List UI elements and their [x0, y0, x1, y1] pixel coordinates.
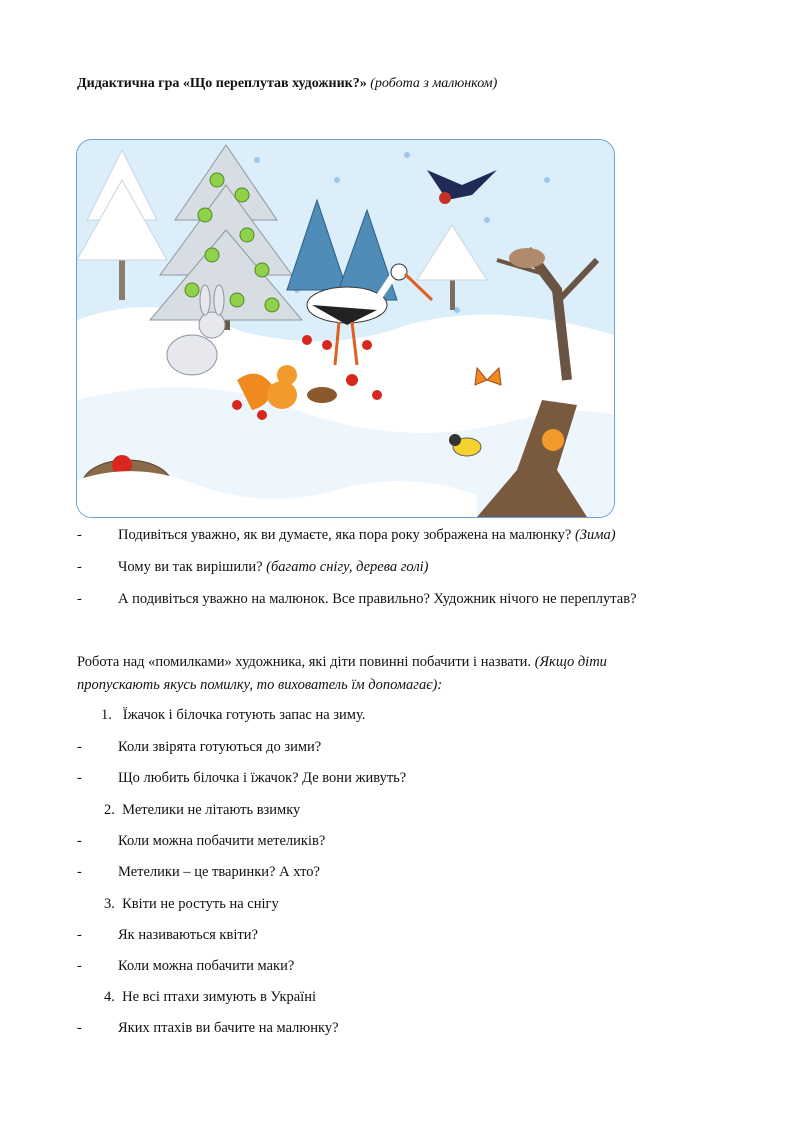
intro-line-2: [77, 677, 442, 694]
mistake-item: [104, 802, 300, 819]
question-line: [118, 559, 429, 576]
mistake-question: Як називаються квіти?: [118, 927, 258, 943]
mistake-item: [104, 989, 316, 1006]
title-bold: Дидактична гра «Що переплутав художник?»: [77, 76, 367, 91]
title-italic: (робота з малюнком): [370, 76, 498, 91]
bullet-dash: -: [77, 927, 82, 943]
winter-scene-svg: [77, 140, 614, 517]
bullet-dash: -: [77, 559, 82, 575]
mistake-item: [101, 707, 365, 724]
bullet-dash: -: [77, 864, 82, 880]
bullet-dash: -: [77, 739, 82, 755]
question-text: Подивіться уважно, як ви думаєте, яка пора року зображена на малюнку?: [118, 527, 572, 543]
question-line: [118, 591, 637, 608]
intro-plain: Робота над «помилками» художника, які діти повинні побачити і назвати.: [77, 654, 532, 670]
bullet-dash: -: [77, 833, 82, 849]
mistake-number: 4.: [104, 989, 115, 1005]
mistake-text: Їжачок і білочка готують запас на зиму.: [122, 707, 366, 723]
winter-scene-illustration: [76, 139, 615, 518]
mistake-number: 3.: [104, 896, 115, 912]
bullet-dash: -: [77, 591, 82, 607]
bullet-dash: -: [77, 1020, 82, 1036]
question-answer: (багато снігу, дерева голі): [266, 559, 429, 575]
mistake-question: Що любить білочка і їжачок? Де вони живуть?: [118, 770, 407, 786]
mistake-question: Яких птахів ви бачите на малюнку?: [118, 1020, 339, 1036]
bullet-dash: -: [77, 527, 82, 543]
intro-italic-start: (Якщо діти: [534, 654, 607, 670]
question-answer: (Зима): [574, 527, 616, 543]
squirrel-in-hollow: [542, 429, 564, 451]
intro-line-1: [77, 654, 607, 671]
mushroom: [307, 387, 337, 403]
sparrow-bird: [509, 248, 545, 268]
question-text: А подивіться уважно на малюнок. Все правильно? Художник нічого не переплутав?: [118, 591, 637, 607]
mistake-number: 1.: [101, 707, 112, 723]
bullet-dash: -: [77, 958, 82, 974]
mistake-number: 2.: [104, 802, 115, 818]
mistake-text: Квіти не ростуть на снігу: [122, 896, 279, 912]
question-line: [118, 527, 616, 544]
mistake-item: [104, 896, 279, 913]
mistake-text: Не всі птахи зимують в Україні: [122, 989, 316, 1005]
mistake-question: Коли можна побачити метеликів?: [118, 833, 326, 849]
mistake-question: Коли можна побачити маки?: [118, 958, 295, 974]
mistake-question: Метелики – це тваринки? А хто?: [118, 864, 320, 880]
intro-italic-end: пропускають якусь помилку, то вихователь їм допомагає):: [77, 677, 443, 693]
bullet-dash: -: [77, 770, 82, 786]
mistake-question: Коли звірята готуються до зими?: [118, 739, 322, 755]
question-text: Чому ви так вирішили?: [118, 559, 263, 575]
mistake-text: Метелики не літають взимку: [122, 802, 301, 818]
document-title: [77, 76, 497, 92]
